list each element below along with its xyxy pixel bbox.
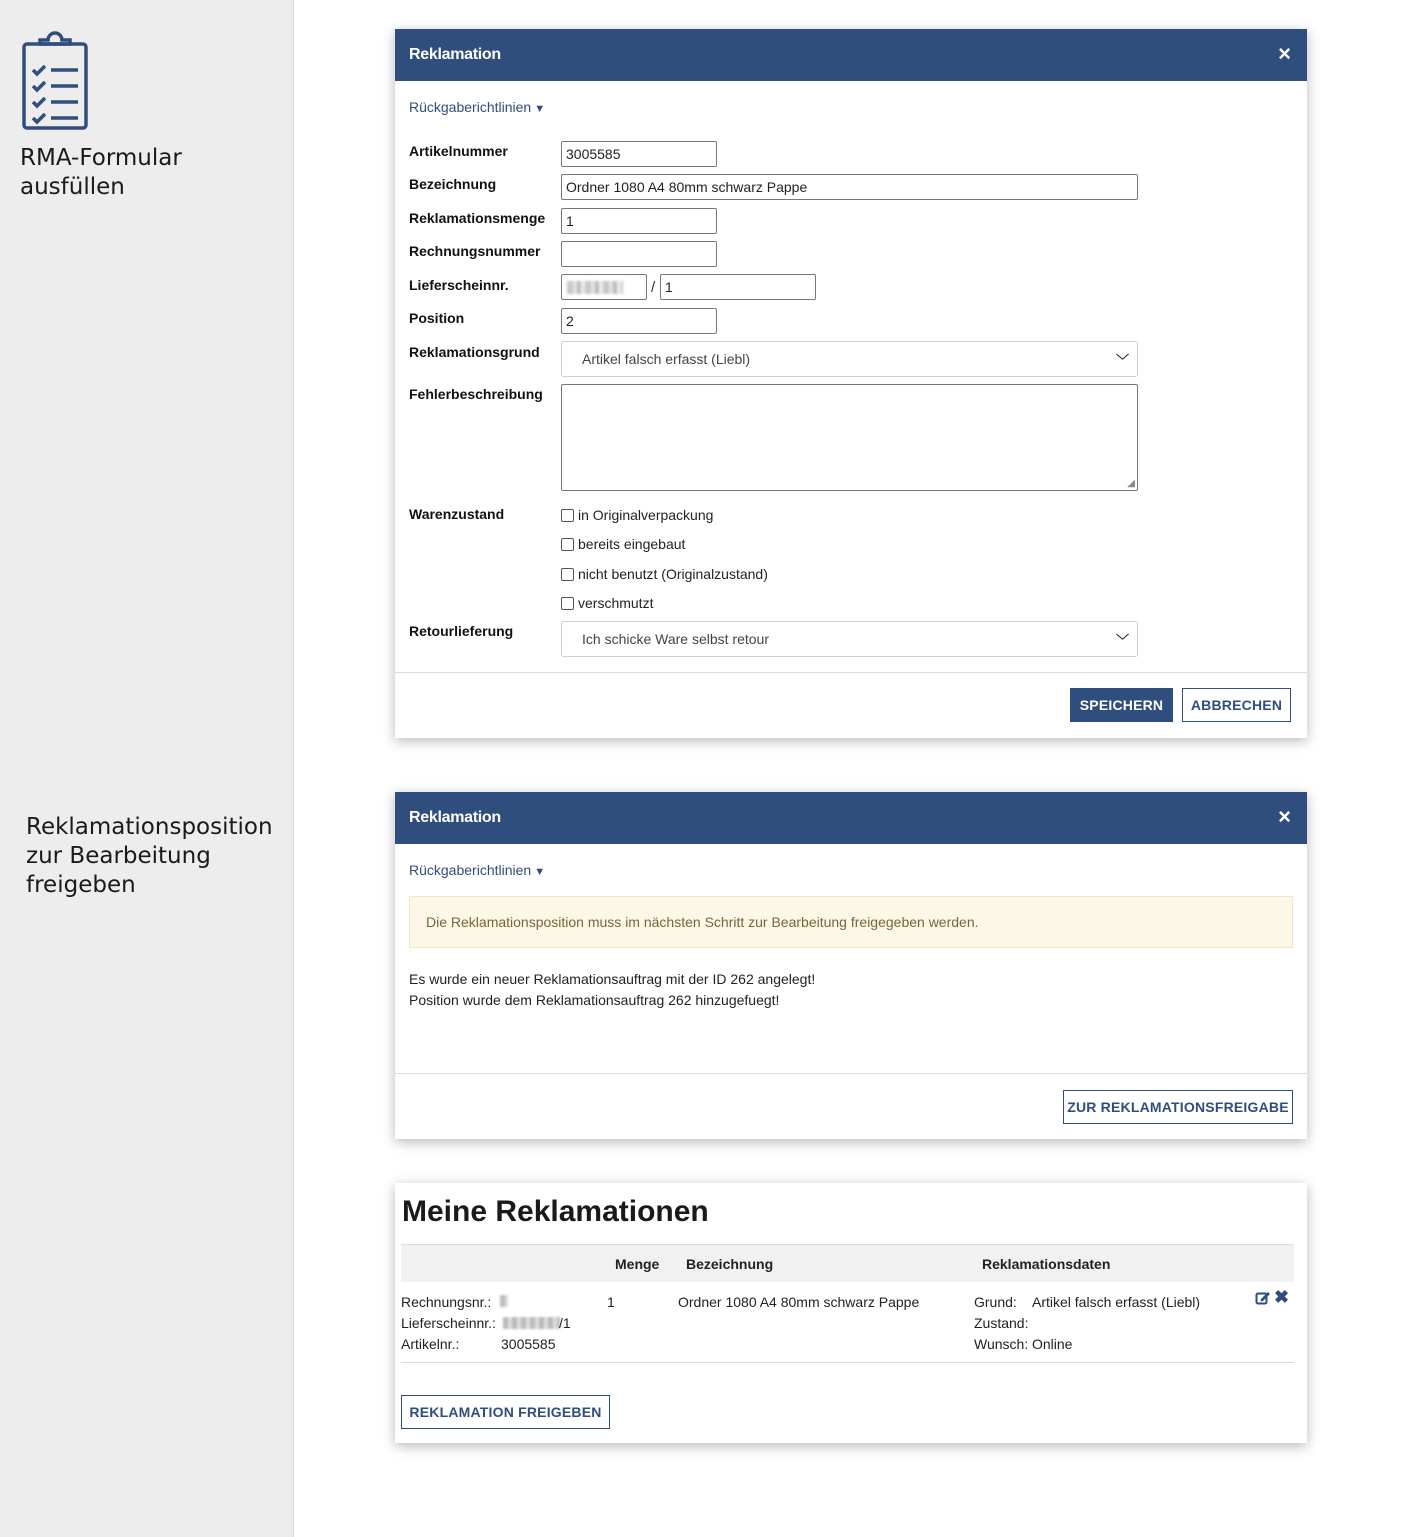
- rechnung-label: Rechnungsnr.:: [401, 1294, 492, 1310]
- header-bezeichnung: Bezeichnung: [686, 1256, 774, 1272]
- bezeichnung-label: Bezeichnung: [409, 176, 497, 192]
- dialog-title: Reklamation: [409, 46, 501, 63]
- step2-label: Reklamationsposition zur Bearbeitung freigeben: [26, 814, 273, 898]
- redacted-value: [567, 281, 623, 294]
- rma-form-dialog: [395, 29, 1307, 738]
- menge-value: 1: [607, 1294, 615, 1310]
- redacted-rechnung: [500, 1295, 508, 1307]
- caret-down-icon: ▼: [534, 103, 546, 115]
- lieferschein-separator: /: [651, 279, 656, 296]
- grund-label: Grund:: [974, 1294, 1017, 1310]
- edit-icon[interactable]: [1255, 1290, 1271, 1306]
- retourlieferung-value: Ich schicke Ware selbst retour: [582, 631, 769, 647]
- chevron-down-icon: ﹀: [1115, 353, 1129, 368]
- checkbox-label: nicht benutzt (Originalzustand): [578, 566, 768, 582]
- reklamationsmenge-input[interactable]: 1: [561, 208, 717, 234]
- lieferschein-position-input[interactable]: 1: [660, 274, 816, 300]
- release-button[interactable]: ZUR REKLAMATIONSFREIGABE: [1063, 1090, 1293, 1124]
- info-alert: Die Reklamationsposition muss im nächsten Schritt zur Bearbeitung freigegeben werden.: [409, 896, 1293, 948]
- wunsch-label: Wunsch:: [974, 1336, 1029, 1352]
- message-added: Position wurde dem Reklamationsauftrag 262 hinzugefuegt!: [409, 992, 780, 1008]
- reklamationsgrund-label: Reklamationsgrund: [409, 344, 540, 360]
- checkbox-label: in Originalverpackung: [578, 507, 714, 523]
- release-complaint-button[interactable]: REKLAMATION FREIGEBEN: [401, 1395, 610, 1429]
- checkbox-label: verschmutzt: [578, 595, 654, 611]
- checkbox-originalverpackung[interactable]: [561, 507, 713, 523]
- artikelnummer-input[interactable]: 3005585: [561, 141, 717, 167]
- dialog-header: [395, 29, 1307, 81]
- sidebar: [0, 0, 294, 1537]
- checkbox-icon[interactable]: [561, 509, 574, 522]
- close-icon[interactable]: ×: [1278, 804, 1291, 829]
- clipboard-checklist-icon: [20, 30, 90, 132]
- reklamationsgrund-value: Artikel falsch erfasst (Liebl): [582, 351, 751, 367]
- retourlieferung-select[interactable]: [561, 621, 1138, 657]
- my-complaints-panel: [395, 1183, 1307, 1443]
- position-label: Position: [409, 310, 465, 326]
- cancel-button[interactable]: ABBRECHEN: [1182, 688, 1291, 722]
- header-menge: Menge: [615, 1256, 660, 1272]
- checkbox-icon[interactable]: [561, 568, 574, 581]
- confirmation-dialog: [395, 792, 1307, 1139]
- checkbox-icon[interactable]: [561, 538, 574, 551]
- rechnungsnummer-input[interactable]: [561, 241, 717, 267]
- checkbox-eingebaut[interactable]: [561, 536, 685, 552]
- dialog-title: Reklamation: [409, 809, 501, 826]
- return-guidelines-toggle[interactable]: [409, 99, 545, 115]
- position-input[interactable]: 2: [561, 308, 717, 334]
- footer-divider: [395, 672, 1307, 673]
- lieferscheinnr-input[interactable]: [561, 274, 647, 300]
- zustand-label: Zustand:: [974, 1315, 1029, 1331]
- checkbox-label: bereits eingebaut: [578, 536, 686, 552]
- row-divider: [401, 1362, 1294, 1363]
- table-header: [401, 1244, 1294, 1282]
- close-icon[interactable]: ×: [1278, 41, 1291, 66]
- return-guidelines-label: Rückgaberichtlinien: [409, 99, 532, 115]
- wunsch-value: Online: [1032, 1336, 1073, 1352]
- return-guidelines-toggle[interactable]: [409, 862, 545, 878]
- delete-icon[interactable]: ✖: [1274, 1287, 1290, 1307]
- lieferschein-suffix: /1: [559, 1315, 571, 1331]
- header-reklamationsdaten: Reklamationsdaten: [982, 1256, 1111, 1272]
- warenzustand-label: Warenzustand: [409, 506, 505, 522]
- checkbox-icon[interactable]: [561, 597, 574, 610]
- bezeichnung-input[interactable]: Ordner 1080 A4 80mm schwarz Pappe: [561, 174, 1138, 200]
- page-title: Meine Reklamationen: [402, 1195, 709, 1228]
- artikel-value: 3005585: [501, 1336, 556, 1352]
- return-guidelines-label: Rückgaberichtlinien: [409, 862, 532, 878]
- bezeichnung-value: Ordner 1080 A4 80mm schwarz Pappe: [678, 1294, 920, 1310]
- dialog-header: [395, 792, 1307, 844]
- caret-down-icon: ▼: [534, 866, 546, 878]
- reklamationsgrund-select[interactable]: [561, 341, 1138, 377]
- fehlerbeschreibung-label: Fehlerbeschreibung: [409, 386, 543, 402]
- save-button[interactable]: SPEICHERN: [1070, 688, 1173, 722]
- step1-label: RMA-Formular ausfüllen: [20, 145, 182, 200]
- checkbox-nicht-benutzt[interactable]: [561, 566, 768, 582]
- reklamationsmenge-label: Reklamationsmenge: [409, 210, 546, 226]
- message-created: Es wurde ein neuer Reklamationsauftrag mit der ID 262 angelegt!: [409, 971, 816, 987]
- redacted-lieferschein: [503, 1317, 560, 1329]
- footer-divider: [395, 1073, 1307, 1074]
- resize-grip-icon[interactable]: ◢: [1127, 478, 1135, 489]
- rechnungsnummer-label: Rechnungsnummer: [409, 243, 541, 259]
- retourlieferung-label: Retourlieferung: [409, 623, 514, 639]
- grund-value: Artikel falsch erfasst (Liebl): [1032, 1294, 1201, 1310]
- checkbox-verschmutzt[interactable]: [561, 595, 653, 611]
- lieferschein-label: Lieferscheinnr.:: [401, 1315, 496, 1331]
- artikelnummer-label: Artikelnummer: [409, 143, 508, 159]
- chevron-down-icon: ﹀: [1115, 633, 1129, 648]
- lieferscheinnr-label: Lieferscheinnr.: [409, 277, 509, 293]
- artikel-label: Artikelnr.:: [401, 1336, 460, 1352]
- fehlerbeschreibung-textarea[interactable]: [561, 384, 1138, 491]
